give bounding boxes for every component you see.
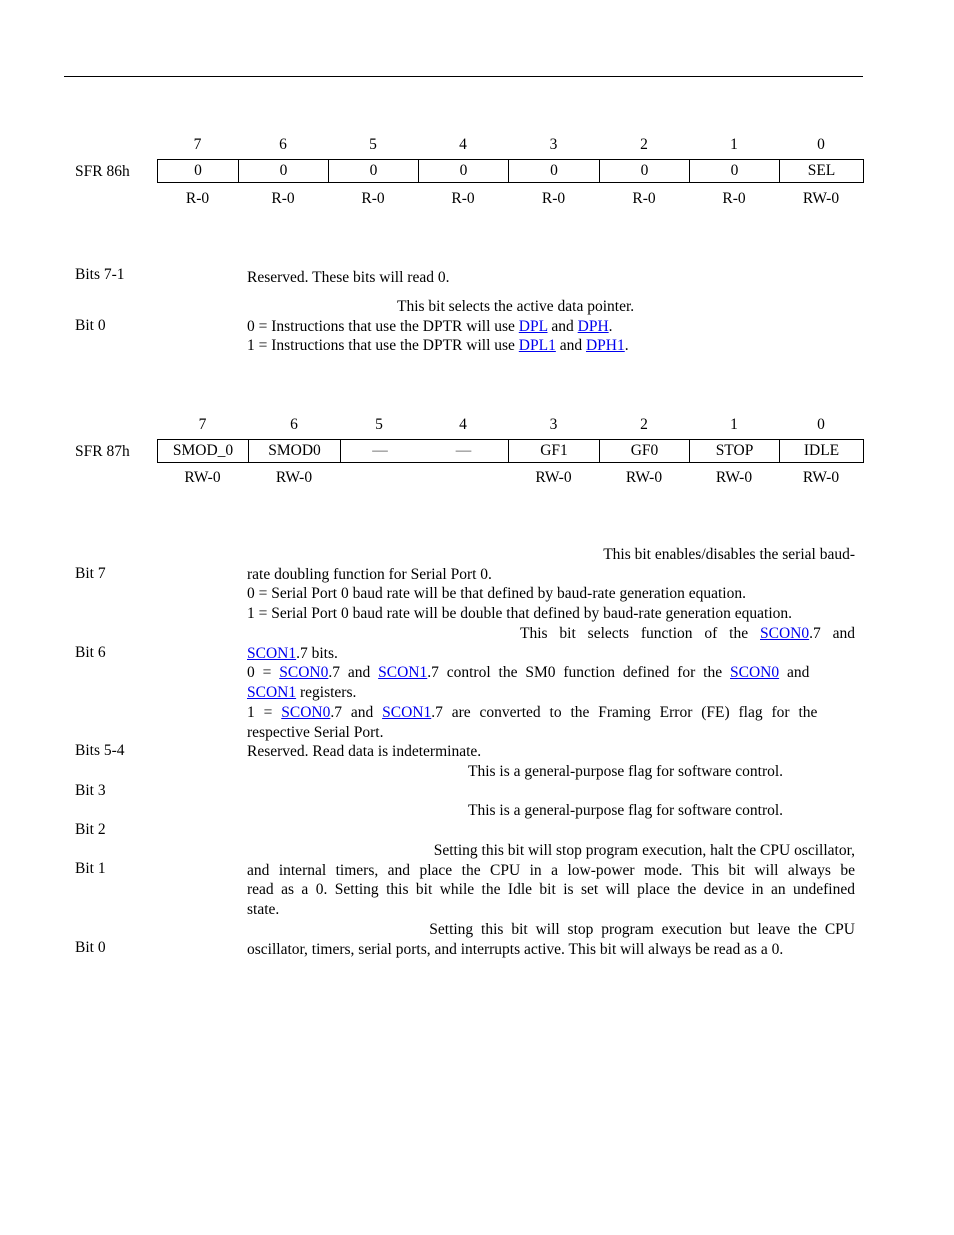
scon0-link[interactable]: SCON0: [760, 625, 810, 642]
desc-line: This is a general-purpose flag for software control.: [468, 763, 784, 780]
access-type: R-0: [632, 190, 656, 207]
text-run: .7 control the SM0 function defined for the: [427, 664, 730, 682]
bit-0-label: Bit 0: [75, 317, 106, 334]
desc-line: and internal timers, and place the CPU in a low-power mode. This bit will always be: [247, 861, 855, 879]
bit-number: 3: [549, 136, 558, 153]
scon1-link[interactable]: SCON1: [382, 703, 432, 721]
text-run: This bit selects function of the: [520, 625, 760, 642]
desc-line: Setting this bit will stop program execution but leave the CPU: [429, 921, 855, 938]
register-cell: GF1: [509, 440, 600, 462]
bit-7-text: [247, 545, 855, 624]
register-cell: —: [372, 442, 388, 459]
dph1-link[interactable]: DPH1: [585, 337, 625, 355]
register-cell: 0: [419, 160, 509, 182]
dpl-link[interactable]: DPL: [518, 317, 548, 335]
bit-number: 0: [817, 416, 825, 433]
text-run: 1 = Instructions that use the DPTR will use: [247, 337, 519, 355]
bit-number: 1: [730, 416, 738, 433]
text-run: .7 and: [809, 625, 855, 642]
bit-number-row: [157, 416, 863, 436]
access-type: R-0: [271, 190, 295, 207]
dpl1-link[interactable]: DPL1: [518, 337, 556, 355]
desc-line: [247, 663, 855, 683]
desc-line: oscillator, timers, serial ports, and interrupts active. This bit will always be read as a 0.: [247, 940, 784, 958]
register-cell: 0: [329, 160, 419, 182]
access-type: RW-0: [802, 190, 840, 207]
text-run: and: [555, 337, 586, 355]
text-run: .7 and: [330, 703, 383, 721]
desc-line: read as a 0. Setting this bit while the Idle bit is set will place the device in an undefined: [247, 881, 855, 899]
bit-number-row: [157, 136, 863, 156]
desc-line: 0 = Serial Port 0 baud rate will be that defined by baud-rate generation equation.: [247, 585, 746, 603]
desc-line: This is a general-purpose flag for software control.: [468, 802, 784, 819]
text-run: .: [608, 317, 613, 335]
header-rule: [64, 76, 863, 77]
access-row: [157, 469, 863, 489]
bit-number: 6: [279, 136, 287, 153]
access-type: RW-0: [275, 469, 313, 486]
bit-1-label: Bit 1: [75, 860, 106, 877]
register-cell: SEL: [807, 162, 836, 179]
register-cell: SMOD_0: [158, 440, 249, 462]
bit-6-label: Bit 6: [75, 644, 106, 661]
access-type: RW-0: [184, 469, 221, 486]
bit-number: 6: [290, 416, 298, 433]
bit-number: 5: [369, 136, 377, 153]
desc-line: Reserved. These bits will read 0.: [247, 269, 450, 286]
sfr-address: SFR 86h: [75, 163, 130, 180]
register-cell: 0: [690, 160, 780, 182]
bit-7-label: Bit 7: [75, 565, 106, 582]
bit-number: 2: [640, 416, 648, 433]
text-run: .: [624, 337, 629, 355]
register-cell: 0: [239, 160, 329, 182]
bit-number: 1: [730, 136, 738, 153]
scon0-link[interactable]: SCON0: [279, 664, 329, 682]
bit-0-text: [247, 297, 855, 356]
desc-line: Reserved. Read data is indeterminate.: [247, 743, 482, 760]
access-type: RW-0: [625, 469, 663, 486]
bits-5-4-label: Bits 5-4: [75, 742, 125, 759]
bit-number: 4: [459, 416, 467, 433]
access-type: R-0: [451, 190, 475, 207]
bits-7-1-text: [247, 268, 855, 288]
register-cell: STOP: [690, 440, 780, 462]
text-run: .7 and: [328, 664, 379, 682]
register-cell: 0: [600, 160, 690, 182]
desc-line: This bit enables/disables the serial baud-: [603, 546, 855, 563]
bit-3-label: Bit 3: [75, 782, 106, 799]
dph-link[interactable]: DPH: [577, 317, 609, 335]
desc-line: [247, 336, 855, 356]
bit-number: 2: [640, 136, 648, 153]
register-cell: —: [419, 440, 509, 462]
access-row: [157, 190, 863, 210]
access-type: R-0: [722, 190, 746, 207]
desc-line: respective Serial Port.: [247, 723, 384, 741]
text-run: 0 = Instructions that use the DPTR will use: [247, 317, 519, 335]
sfr-address: SFR 87h: [75, 443, 130, 460]
scon1-link[interactable]: SCON1: [247, 684, 297, 702]
desc-line: [247, 644, 855, 664]
bit-number: 4: [459, 136, 467, 153]
register-cell: 0: [158, 160, 239, 182]
register-cells: [157, 159, 864, 183]
text-run: .7 are converted to the Framing Error (FE) flag for the: [431, 703, 818, 721]
register-cell: SMOD0: [249, 440, 341, 462]
bit-2-text: [247, 801, 855, 821]
desc-line: state.: [247, 901, 280, 919]
access-type: R-0: [361, 190, 385, 207]
bit-2-label: Bit 2: [75, 821, 106, 838]
register-cell: IDLE: [803, 442, 840, 459]
desc-line: [247, 624, 855, 644]
bits-7-1-label: Bits 7-1: [75, 266, 125, 283]
text-run: 1 =: [247, 703, 282, 721]
text-run: .7 bits.: [296, 644, 338, 662]
bit-1-text: [247, 841, 855, 920]
text-run: and: [547, 317, 578, 335]
desc-line: [247, 683, 855, 703]
register-cell: GF0: [600, 440, 690, 462]
desc-line: rate doubling function for Serial Port 0.: [247, 565, 492, 583]
access-type: RW-0: [715, 469, 753, 486]
scon0-link[interactable]: SCON0: [281, 703, 331, 721]
text-run: 0 =: [247, 664, 280, 682]
scon1-link[interactable]: SCON1: [378, 664, 428, 682]
scon0-link[interactable]: SCON0: [730, 664, 780, 682]
access-type: R-0: [185, 190, 210, 207]
access-type: R-0: [541, 190, 566, 207]
bit-3-text: [247, 762, 855, 782]
desc-line: [247, 317, 855, 337]
bit-number: 0: [817, 136, 825, 153]
bit-number: 7: [193, 136, 202, 153]
register-cell: 0: [509, 160, 600, 182]
bit-0-text: [247, 920, 855, 959]
access-type: RW-0: [535, 469, 572, 486]
access-type: RW-0: [802, 469, 840, 486]
bit-number: 7: [198, 416, 207, 433]
desc-line: [247, 703, 855, 723]
desc-line: This bit selects the active data pointer.: [397, 298, 635, 315]
bit-number: 3: [549, 416, 558, 433]
bits-5-4-text: [247, 742, 855, 762]
bit-number: 5: [375, 416, 383, 433]
register-cells: [157, 439, 864, 463]
text-run: and: [779, 664, 810, 682]
text-run: registers.: [296, 684, 357, 702]
scon1-link[interactable]: SCON1: [247, 644, 297, 662]
bit-6-text: [247, 624, 855, 742]
desc-line: Setting this bit will stop program execution, halt the CPU oscillator,: [433, 842, 855, 859]
desc-line: 1 = Serial Port 0 baud rate will be double that defined by baud-rate generation equation.: [247, 605, 793, 623]
bit-0-label: Bit 0: [75, 939, 106, 956]
